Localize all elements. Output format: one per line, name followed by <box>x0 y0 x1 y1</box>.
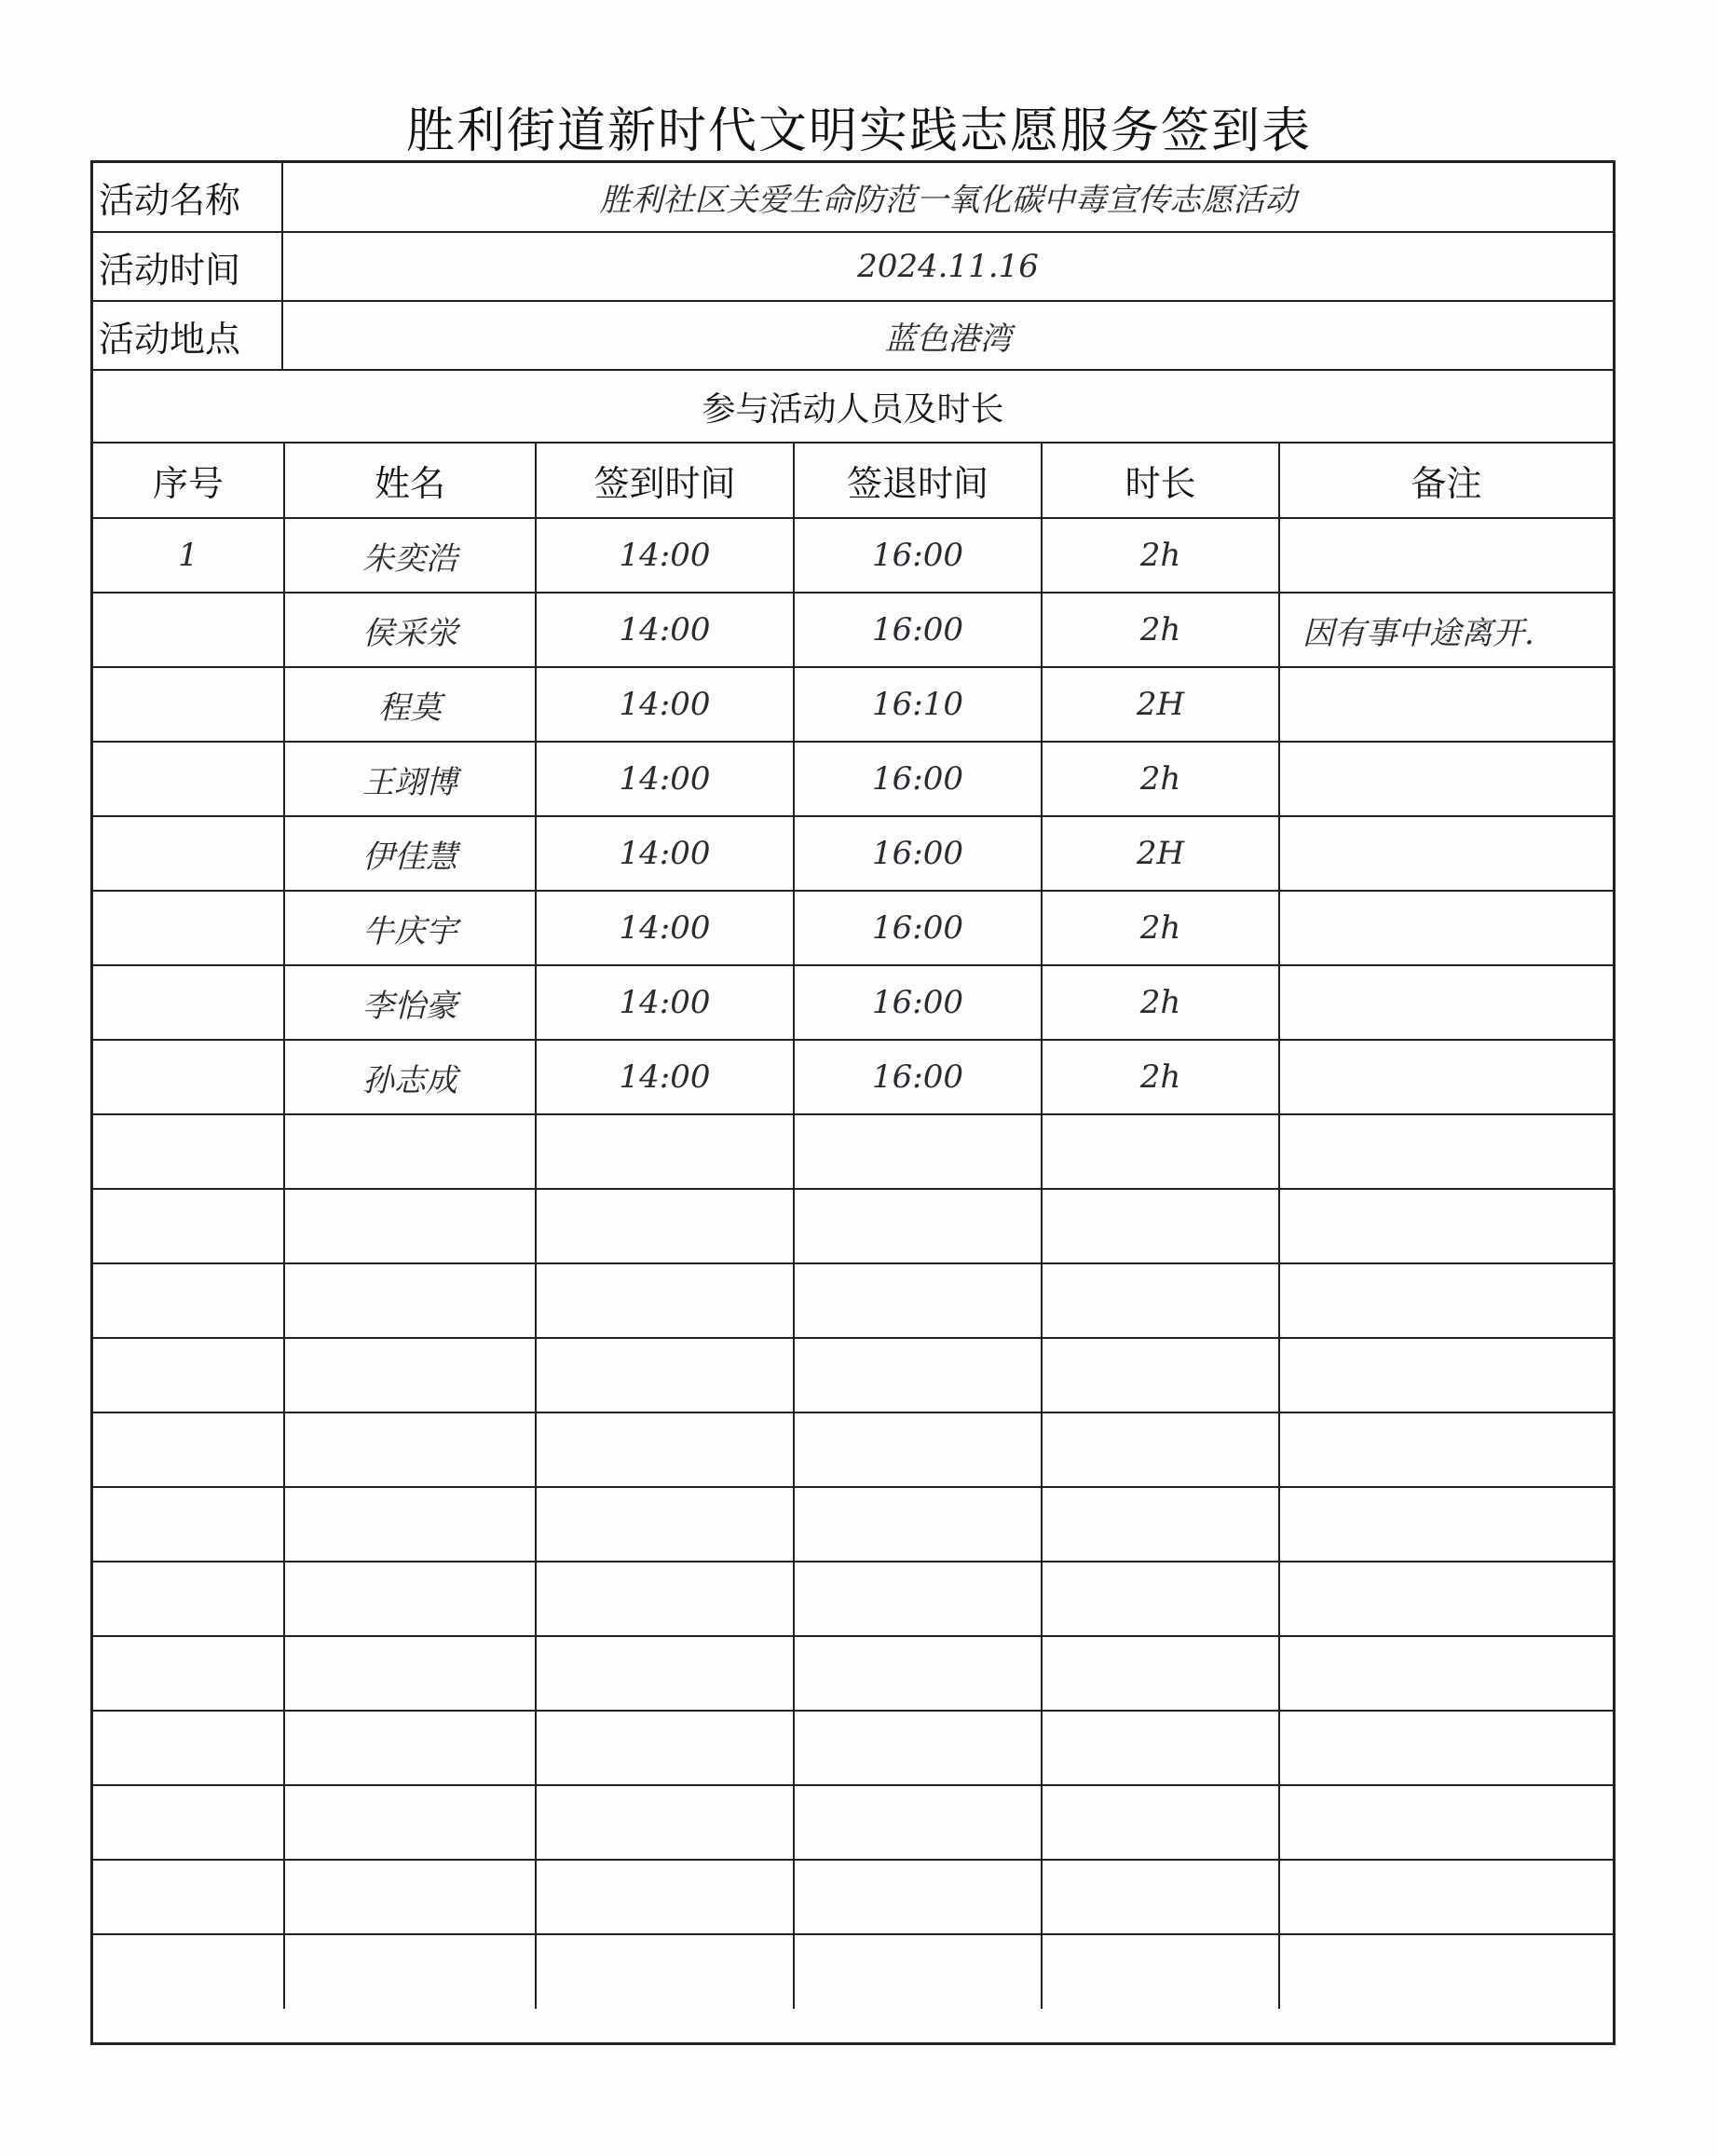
sign-in-sheet <box>90 160 1616 2045</box>
checkout-cell: 16:00 <box>794 965 1042 1040</box>
empty-cell <box>1042 1114 1279 1189</box>
empty-table-row <box>93 1562 1613 1636</box>
empty-cell <box>284 1412 536 1487</box>
empty-cell <box>1279 1636 1613 1711</box>
empty-cell <box>1042 1338 1279 1412</box>
empty-cell <box>284 1711 536 1785</box>
empty-cell <box>794 1860 1042 1934</box>
empty-cell <box>794 1189 1042 1263</box>
checkin-cell: 14:00 <box>536 742 794 816</box>
empty-table-row <box>93 1263 1613 1338</box>
empty-cell <box>1279 1114 1613 1189</box>
checkout-cell: 16:00 <box>794 593 1042 667</box>
checkout-cell: 16:10 <box>794 667 1042 742</box>
empty-cell <box>1042 1785 1279 1860</box>
empty-cell <box>794 1487 1042 1562</box>
empty-cell <box>284 1934 536 2009</box>
empty-cell <box>284 1263 536 1338</box>
seq-cell <box>93 667 284 742</box>
participants-table-body <box>93 518 1613 2009</box>
empty-cell <box>1042 1860 1279 1934</box>
column-header-duration: 时长 <box>1042 443 1279 518</box>
participants-table <box>93 443 1613 2009</box>
duration-cell: 2H <box>1042 816 1279 891</box>
empty-cell <box>93 1412 284 1487</box>
activity-time-value: 2024.11.16 <box>282 232 1613 301</box>
duration-cell: 2h <box>1042 593 1279 667</box>
empty-table-row <box>93 1189 1613 1263</box>
duration-cell: 2h <box>1042 891 1279 965</box>
activity-place-row <box>93 301 1613 370</box>
column-header-seq: 序号 <box>93 443 284 518</box>
empty-table-row <box>93 1338 1613 1412</box>
empty-cell <box>794 1562 1042 1636</box>
checkin-cell: 14:00 <box>536 667 794 742</box>
checkin-cell: 14:00 <box>536 593 794 667</box>
name-cell: 王翊博 <box>284 742 536 816</box>
empty-cell <box>536 1860 794 1934</box>
empty-cell <box>794 1636 1042 1711</box>
column-header-checkin: 签到时间 <box>536 443 794 518</box>
activity-time-row <box>93 232 1613 301</box>
empty-cell <box>536 1412 794 1487</box>
seq-cell <box>93 1040 284 1114</box>
table-row <box>93 667 1613 742</box>
empty-cell <box>1042 1934 1279 2009</box>
seq-cell <box>93 965 284 1040</box>
table-row <box>93 891 1613 965</box>
activity-name-row <box>93 163 1613 232</box>
empty-cell <box>1279 1785 1613 1860</box>
remark-cell: 因有事中途离开. <box>1279 593 1613 667</box>
empty-cell <box>794 1711 1042 1785</box>
duration-cell: 2h <box>1042 518 1279 593</box>
empty-cell <box>93 1114 284 1189</box>
remark-cell <box>1279 1040 1613 1114</box>
empty-cell <box>536 1338 794 1412</box>
remark-cell <box>1279 816 1613 891</box>
empty-cell <box>794 1114 1042 1189</box>
empty-cell <box>1042 1412 1279 1487</box>
name-cell: 伊佳慧 <box>284 816 536 891</box>
seq-cell: 1 <box>93 518 284 593</box>
table-row <box>93 593 1613 667</box>
duration-cell: 2H <box>1042 667 1279 742</box>
activity-name-value: 胜利社区关爱生命防范一氧化碳中毒宣传志愿活动 <box>282 163 1613 232</box>
empty-cell <box>93 1711 284 1785</box>
empty-cell <box>536 1487 794 1562</box>
checkout-cell: 16:00 <box>794 816 1042 891</box>
empty-table-row <box>93 1934 1613 2009</box>
table-row <box>93 965 1613 1040</box>
participants-header-row <box>93 443 1613 518</box>
name-cell: 程莫 <box>284 667 536 742</box>
empty-cell <box>1279 1412 1613 1487</box>
empty-cell <box>284 1860 536 1934</box>
form-title: 胜利街道新时代文明实践志愿服务签到表 <box>405 103 1312 159</box>
participants-section-header: 参与活动人员及时长 <box>93 370 1613 443</box>
activity-place-value: 蓝色港湾 <box>282 301 1613 370</box>
empty-cell <box>1042 1562 1279 1636</box>
empty-cell <box>93 1338 284 1412</box>
empty-table-row <box>93 1487 1613 1562</box>
empty-cell <box>284 1785 536 1860</box>
column-header-checkout: 签退时间 <box>794 443 1042 518</box>
table-row <box>93 518 1613 593</box>
empty-table-row <box>93 1114 1613 1189</box>
empty-cell <box>1042 1711 1279 1785</box>
empty-cell <box>1279 1189 1613 1263</box>
empty-cell <box>93 1562 284 1636</box>
empty-cell <box>93 1636 284 1711</box>
empty-cell <box>794 1338 1042 1412</box>
table-row <box>93 816 1613 891</box>
name-cell: 牛庆宇 <box>284 891 536 965</box>
seq-cell <box>93 891 284 965</box>
column-header-name: 姓名 <box>284 443 536 518</box>
empty-table-row <box>93 1636 1613 1711</box>
activity-name-label: 活动名称 <box>93 163 282 232</box>
empty-cell <box>536 1711 794 1785</box>
checkin-cell: 14:00 <box>536 518 794 593</box>
checkin-cell: 14:00 <box>536 816 794 891</box>
empty-cell <box>1042 1636 1279 1711</box>
duration-cell: 2h <box>1042 965 1279 1040</box>
remark-cell <box>1279 965 1613 1040</box>
empty-cell <box>1279 1711 1613 1785</box>
empty-cell <box>794 1934 1042 2009</box>
checkout-cell: 16:00 <box>794 742 1042 816</box>
empty-cell <box>794 1412 1042 1487</box>
remark-cell <box>1279 667 1613 742</box>
remark-cell <box>1279 518 1613 593</box>
duration-cell: 2h <box>1042 1040 1279 1114</box>
empty-cell <box>1279 1860 1613 1934</box>
remark-cell <box>1279 742 1613 816</box>
activity-info-table <box>93 163 1613 443</box>
empty-cell <box>93 1785 284 1860</box>
empty-cell <box>93 1487 284 1562</box>
checkin-cell: 14:00 <box>536 965 794 1040</box>
empty-cell <box>794 1263 1042 1338</box>
seq-cell <box>93 742 284 816</box>
empty-cell <box>536 1636 794 1711</box>
empty-cell <box>1279 1263 1613 1338</box>
empty-cell <box>536 1189 794 1263</box>
activity-time-label: 活动时间 <box>93 232 282 301</box>
empty-cell <box>1042 1487 1279 1562</box>
name-cell: 李怡豪 <box>284 965 536 1040</box>
empty-cell <box>93 1263 284 1338</box>
empty-cell <box>536 1785 794 1860</box>
table-row <box>93 1040 1613 1114</box>
empty-cell <box>1279 1562 1613 1636</box>
empty-cell <box>536 1263 794 1338</box>
empty-cell <box>1042 1189 1279 1263</box>
activity-place-label: 活动地点 <box>93 301 282 370</box>
empty-cell <box>284 1114 536 1189</box>
empty-table-row <box>93 1860 1613 1934</box>
table-row <box>93 742 1613 816</box>
name-cell: 孙志成 <box>284 1040 536 1114</box>
empty-cell <box>284 1562 536 1636</box>
empty-table-row <box>93 1711 1613 1785</box>
checkin-cell: 14:00 <box>536 891 794 965</box>
empty-cell <box>284 1636 536 1711</box>
name-cell: 朱奕浩 <box>284 518 536 593</box>
empty-cell <box>1279 1338 1613 1412</box>
empty-cell <box>284 1487 536 1562</box>
checkout-cell: 16:00 <box>794 1040 1042 1114</box>
empty-cell <box>93 1934 284 2009</box>
empty-table-row <box>93 1412 1613 1487</box>
empty-cell <box>536 1934 794 2009</box>
empty-cell <box>284 1338 536 1412</box>
checkin-cell: 14:00 <box>536 1040 794 1114</box>
remark-cell <box>1279 891 1613 965</box>
checkout-cell: 16:00 <box>794 891 1042 965</box>
seq-cell <box>93 816 284 891</box>
empty-cell <box>93 1860 284 1934</box>
empty-cell <box>93 1189 284 1263</box>
empty-cell <box>284 1189 536 1263</box>
name-cell: 侯采泶 <box>284 593 536 667</box>
seq-cell <box>93 593 284 667</box>
empty-cell <box>1042 1263 1279 1338</box>
empty-cell <box>794 1785 1042 1860</box>
empty-cell <box>1279 1487 1613 1562</box>
empty-cell <box>536 1114 794 1189</box>
duration-cell: 2h <box>1042 742 1279 816</box>
empty-cell <box>536 1562 794 1636</box>
empty-table-row <box>93 1785 1613 1860</box>
checkout-cell: 16:00 <box>794 518 1042 593</box>
empty-cell <box>1279 1934 1613 2009</box>
column-header-remark: 备注 <box>1279 443 1613 518</box>
